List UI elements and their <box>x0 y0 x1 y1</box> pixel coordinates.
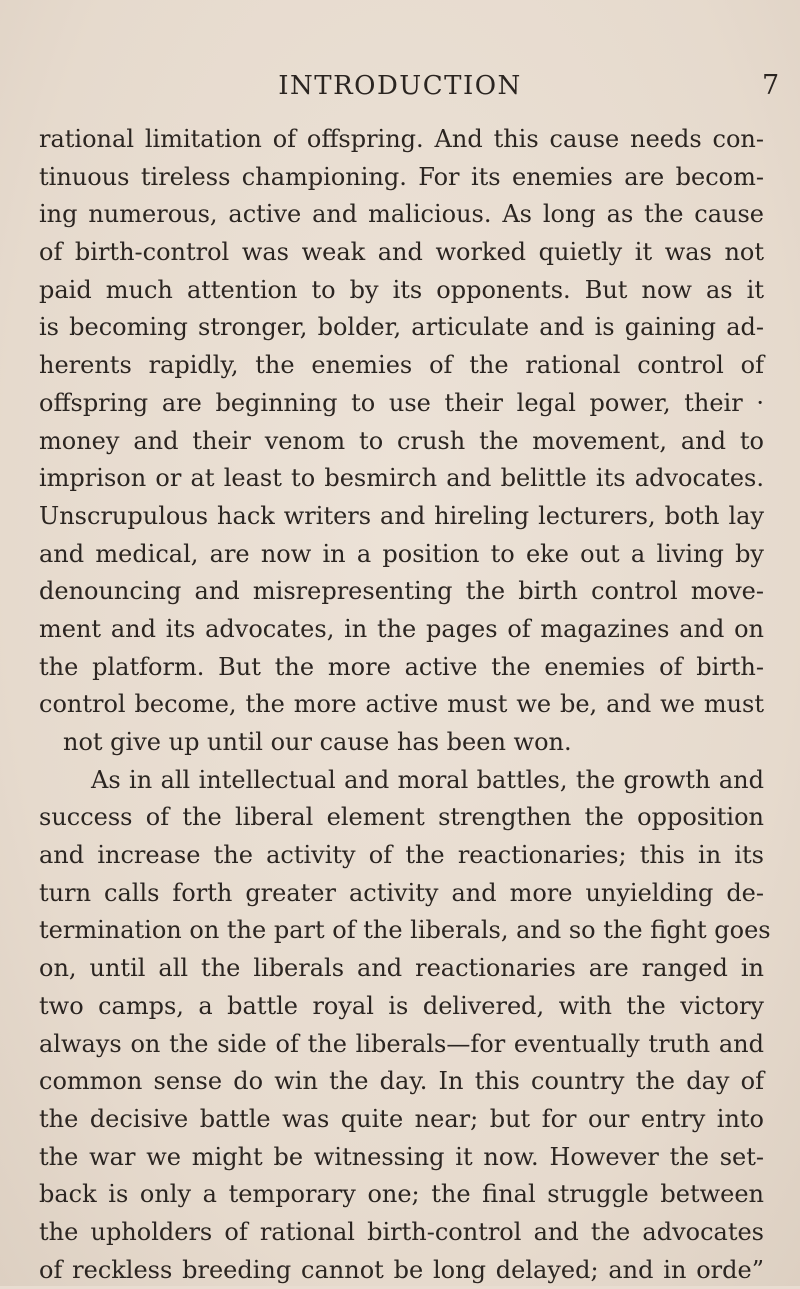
text-line: ment and its advocates, in the pages of magazines and on <box>39 614 764 643</box>
running-title: INTRODUCTION <box>278 71 522 101</box>
text-line: the platform. But the more active the enemies of birth- <box>39 652 764 681</box>
body-text <box>39 121 771 1289</box>
text-line: ing numerous, active and malicious. As long as the cause <box>39 200 764 229</box>
text-line: the war we might be witnessing it now. However the set- <box>39 1142 764 1171</box>
paragraph-start-line: As in all intellectual and moral battles, the growth and <box>91 765 764 794</box>
text-line: the upholders of rational birth-control and the advocates <box>39 1217 764 1246</box>
page-number: 7 <box>762 70 780 101</box>
text-line: and medical, are now in a position to eke out a living by <box>39 539 764 568</box>
text-line: back is only a temporary one; the final struggle between <box>39 1180 764 1209</box>
text-line: on, until all the liberals and reactionaries are ranged in <box>39 954 764 983</box>
text-line: and increase the activity of the reactionaries; this in its <box>39 841 764 870</box>
text-line: of reckless breeding cannot be long delayed; and in orde” <box>39 1255 764 1284</box>
paragraph-end-line: not give up until our cause has been won. <box>63 728 572 756</box>
text-line: is becoming stronger, bolder, articulate and is gaining ad- <box>39 313 764 342</box>
text-line: turn calls forth greater activity and more unyielding de- <box>39 878 764 907</box>
text-line: herents rapidly, the enemies of the rational control of <box>39 351 764 380</box>
text-line: rational limitation of offspring. And this cause needs con- <box>39 125 764 153</box>
text-line: offspring are beginning to use their legal power, their · <box>39 388 764 417</box>
text-line: termination on the part of the liberals, and so the fight goes <box>39 916 771 945</box>
text-line: the decisive battle was quite near; but for our entry into <box>39 1104 764 1133</box>
text-line: control become, the more active must we be, and we must <box>39 690 764 719</box>
text-line: of birth-control was weak and worked quietly it was not <box>39 238 764 267</box>
text-line: imprison or at least to besmirch and belittle its advocates. <box>39 464 764 493</box>
text-line: success of the liberal element strengthen the opposition <box>39 803 764 832</box>
text-line: two camps, a battle royal is delivered, with the victory <box>39 991 764 1020</box>
text-line: paid much attention to by its opponents. But now as it <box>39 275 764 304</box>
running-head <box>0 66 800 106</box>
text-line: tinuous tireless championing. For its enemies are becom- <box>39 162 764 191</box>
text-line: Unscrupulous hack writers and hireling lecturers, both lay <box>39 501 764 530</box>
text-line: always on the side of the liberals—for eventually truth and <box>39 1029 764 1058</box>
text-line: common sense do win the day. In this country the day of <box>39 1067 764 1096</box>
text-line: money and their venom to crush the movement, and to <box>39 426 764 455</box>
text-line: denouncing and misrepresenting the birth control move- <box>39 577 764 606</box>
